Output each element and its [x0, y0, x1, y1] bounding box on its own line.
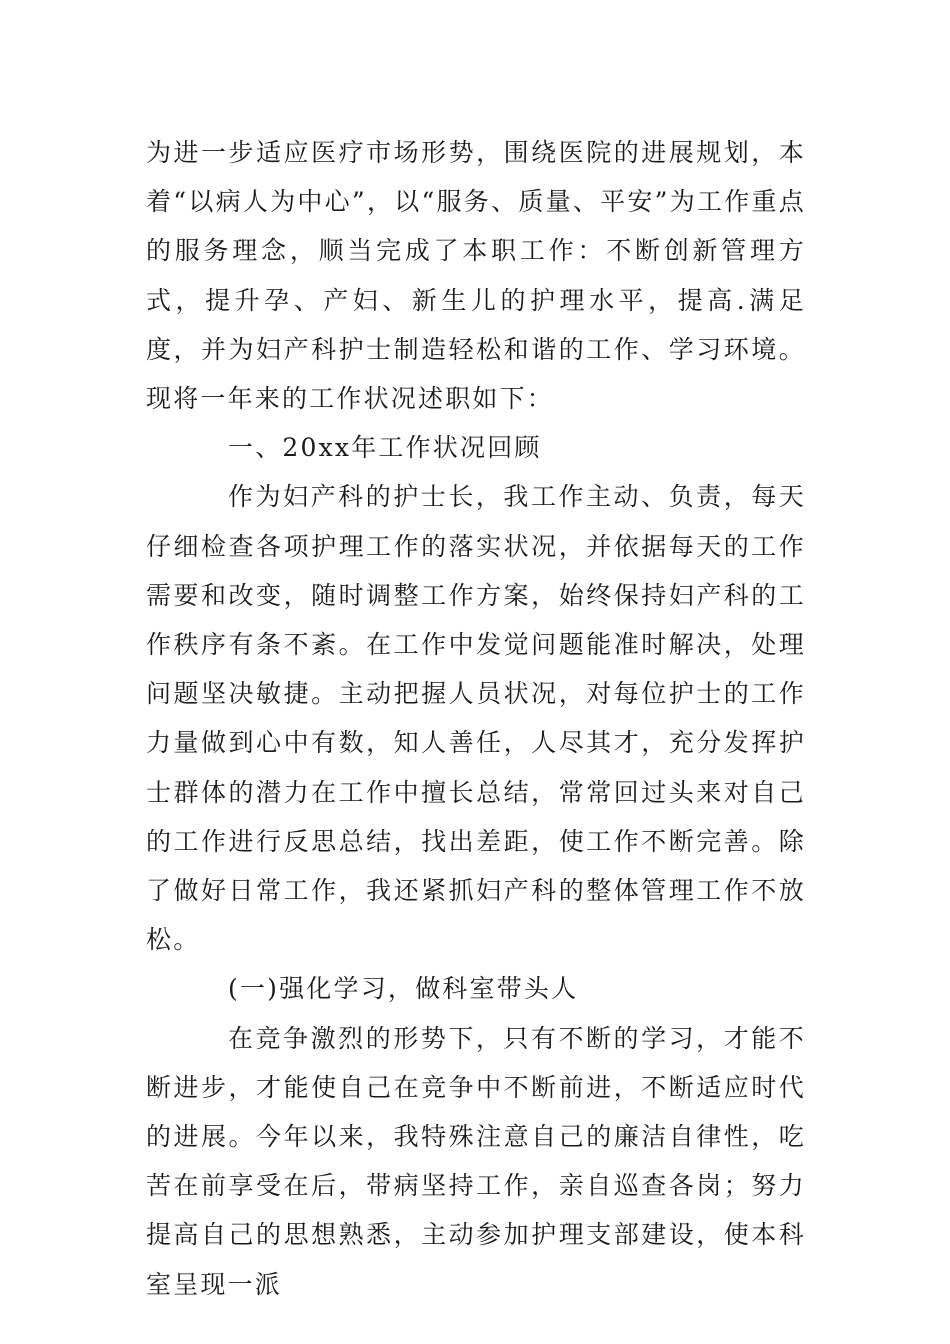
intro-paragraph: 为进一步适应医疗市场形势，围绕医院的进展规划，本着“以病人为中心”，以“服务、质量、平安”为工作重点的服务理念，顺当完成了本职工作：不断创新管理方式，提升孕、产妇、新生儿的护理水平，提高.满足度，并为妇产科护士制造轻松和谐的工作、学习环境。现将一年来的工作状况述职如下：: [146, 138, 806, 414]
body-paragraph: 在竞争激烈的形势下，只有不断的学习，才能不断进步，才能使自己在竞争中不断前进，不断适应时代的进展。今年以来，我特殊注意自己的廉洁自律性，吃苦在前享受在后，带病坚持工作，亲自巡查各岗；努力提高自己的思想熟悉，主动参加护理支部建设，使本科室呈现一派: [146, 1023, 806, 1299]
section-heading: 一、20xx年工作状况回顾: [228, 433, 542, 463]
subsection-heading: (一)强化学习，做科室带头人: [228, 974, 579, 1004]
document-body: [146, 128, 806, 1309]
body-paragraph: 作为妇产科的护士长，我工作主动、负责，每天仔细检查各项护理工作的落实状况，并依据每天的工作需要和改变，随时调整工作方案，始终保持妇产科的工作秩序有条不紊。在工作中发觉问题能准时解决，处理问题坚决敏捷。主动把握人员状况，对每位护士的工作力量做到心中有数，知人善任，人尽其才，充分发挥护士群体的潜力在工作中擅长总结，常常回过头来对自己的工作进行反思总结，找出差距，使工作不断完善。除了做好日常工作，我还紧抓妇产科的整体管理工作不放松。: [146, 482, 806, 955]
